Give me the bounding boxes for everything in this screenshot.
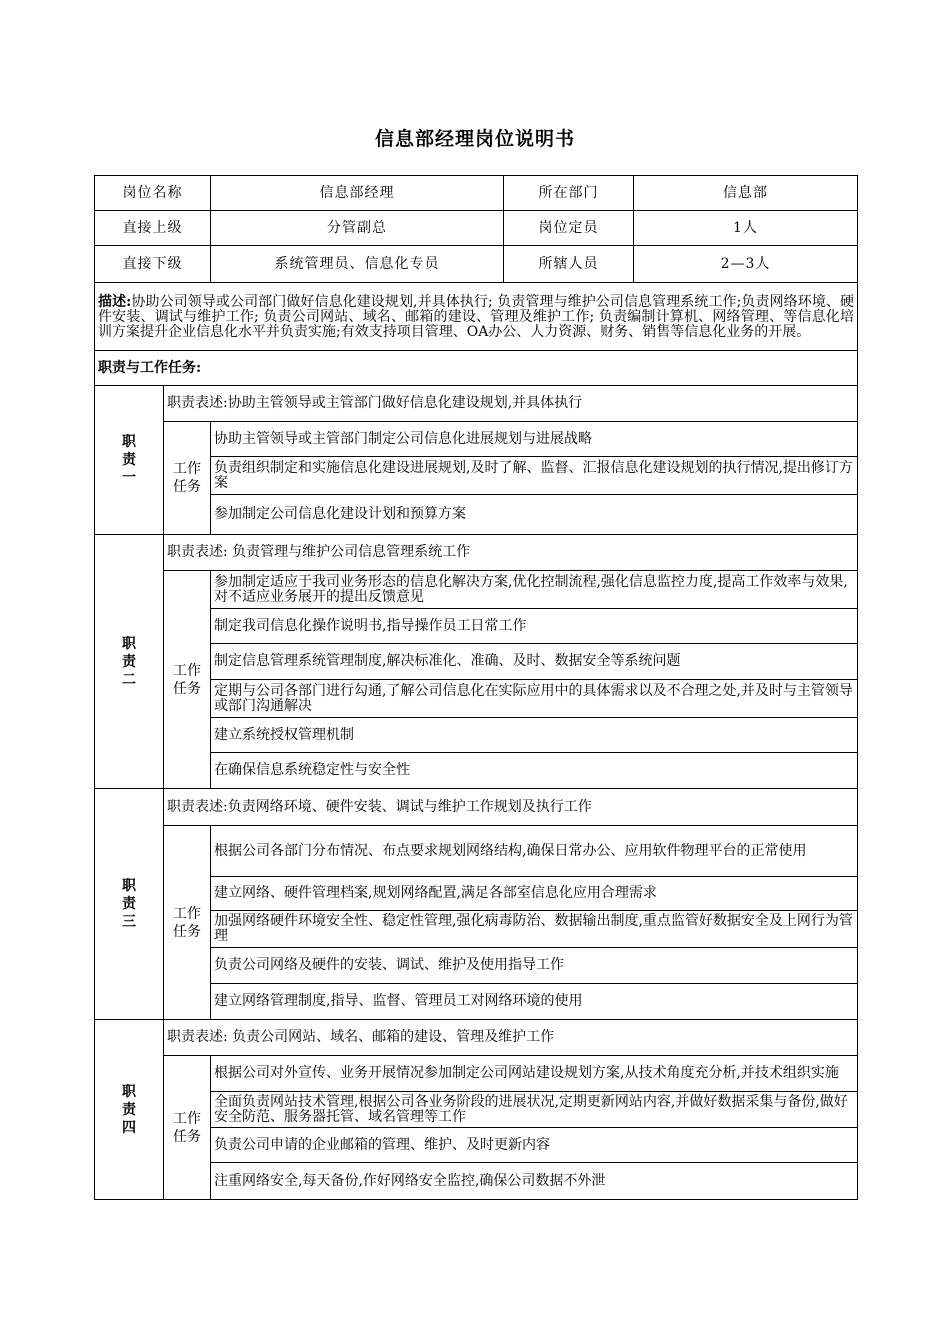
task-item: 全面负责网站技术管理,根据公司各业务阶段的进展状况,定期更新网站内容,并做好数据采集与备份,做好安全防范、服务器托管、域名管理等工作 <box>211 1092 858 1128</box>
work-task-label: 工作任务 <box>164 571 211 789</box>
duty-statement: 职责表述:负责网络环境、硬件安装、调试与维护工作规划及执行工作 <box>164 789 858 826</box>
task-item: 协助主管领导或主管部门制定公司信息化进展规划与进展战略 <box>211 422 858 457</box>
task-item: 在确保信息系统稳定性与安全性 <box>211 753 858 789</box>
description-text: 协助公司领导或公司部门做好信息化建设规划,并具体执行; 负责管理与维护公司信息管理系统工作;负责网络环境、硬件安装、调试与维护工作; 负责公司网站、域名、邮箱的建设、管理及维护工作; 负责编制计算机、网络管理、等信息化培训方案提升企业信息化水平并负责实施;有效支持项目管理、OA办公、人力资源、财务、销售等信息化业务的开展。 <box>98 293 854 340</box>
task-row <box>95 1056 858 1092</box>
task-item: 参加制定公司信息化建设计划和预算方案 <box>211 495 858 535</box>
supervisor-label: 直接上级 <box>95 211 211 246</box>
duty-statement-row <box>95 535 858 571</box>
duty-label <box>95 789 164 1020</box>
department-label: 所在部门 <box>504 176 634 211</box>
header-row <box>95 246 858 283</box>
duty-statement: 职责表述: 负责公司网站、域名、邮箱的建设、管理及维护工作 <box>164 1020 858 1056</box>
header-row <box>95 176 858 211</box>
duty-statement: 职责表述: 负责管理与维护公司信息管理系统工作 <box>164 535 858 571</box>
supervisor-value: 分管副总 <box>211 211 504 246</box>
subordinate-value: 系统管理员、信息化专员 <box>211 246 504 283</box>
staff-count-label: 所辖人员 <box>504 246 634 283</box>
task-item: 建立网络、硬件管理档案,规划网络配置,满足各部室信息化应用合理需求 <box>211 877 858 911</box>
task-item: 注重网络安全,每天备份,作好网络安全监控,确保公司数据不外泄 <box>211 1163 858 1200</box>
duty-statement-row <box>95 789 858 826</box>
headcount-value: 1人 <box>634 211 858 246</box>
work-task-label: 工作任务 <box>164 826 211 1020</box>
staff-count-value: 2—3人 <box>634 246 858 283</box>
duty-statement-row <box>95 1020 858 1056</box>
subordinate-label: 直接下级 <box>95 246 211 283</box>
task-row <box>95 571 858 609</box>
position-name-value: 信息部经理 <box>211 176 504 211</box>
department-value: 信息部 <box>634 176 858 211</box>
duty-label-text: 职责三 <box>122 878 136 930</box>
duty-statement-row <box>95 386 858 422</box>
duty-label <box>95 386 164 535</box>
task-row <box>95 826 858 877</box>
task-item: 负责公司网络及硬件的安装、调试、维护及使用指导工作 <box>211 948 858 984</box>
task-row <box>95 422 858 457</box>
task-item: 定期与公司各部门进行勾通,了解公司信息化在实际应用中的具体需求以及不合理之处,并及时与主管领导或部门沟通解决 <box>211 680 858 718</box>
position-name-label: 岗位名称 <box>95 176 211 211</box>
duty-label-text: 职责四 <box>122 1083 136 1136</box>
page-title: 信息部经理岗位说明书 <box>374 128 575 150</box>
duty-statement: 职责表述:协助主管领导或主管部门做好信息化建设规划,并具体执行 <box>164 386 858 422</box>
task-item: 根据公司各部门分布情况、布点要求规划网络结构,确保日常办公、应用软件物理平台的正常使用 <box>211 826 858 877</box>
task-item: 根据公司对外宣传、业务开展情况参加制定公司网站建设规划方案,从技术角度充分析,并技术组织实施 <box>211 1056 858 1092</box>
duties-heading-row <box>95 351 858 386</box>
work-task-label: 工作任务 <box>164 1056 211 1200</box>
job-description-table <box>94 175 858 1200</box>
duty-label-text: 职责一 <box>122 434 136 486</box>
task-item: 加强网络硬件环境安全性、稳定性管理,强化病毒防治、数据输出制度,重点监管好数据安全及上网行为管理 <box>211 911 858 948</box>
headcount-label: 岗位定员 <box>504 211 634 246</box>
task-item: 负责组织制定和实施信息化建设进展规划,及时了解、监督、汇报信息化建设规划的执行情况,提出修订方案 <box>211 457 858 495</box>
task-item: 制定信息管理系统管理制度,解决标准化、准确、及时、数据安全等系统问题 <box>211 644 858 680</box>
task-item: 参加制定适应于我司业务形态的信息化解决方案,优化控制流程,强化信息监控力度,提高工作效率与效果,对不适应业务展开的提出反馈意见 <box>211 571 858 609</box>
duties-heading: 职责与工作任务: <box>95 351 858 386</box>
description-label: 描述: <box>98 293 132 310</box>
task-item: 建立系统授权管理机制 <box>211 718 858 753</box>
task-item: 建立网络管理制度,指导、监督、管理员工对网络环境的使用 <box>211 984 858 1020</box>
header-row <box>95 211 858 246</box>
description-row <box>95 283 858 351</box>
task-item: 制定我司信息化操作说明书,指导操作员工日常工作 <box>211 609 858 644</box>
duty-label <box>95 535 164 789</box>
duty-label <box>95 1020 164 1200</box>
description-cell <box>95 283 858 351</box>
task-item: 负责公司申请的企业邮箱的管理、维护、及时更新内容 <box>211 1128 858 1163</box>
duty-label-text: 职责二 <box>122 635 136 688</box>
work-task-label: 工作任务 <box>164 422 211 535</box>
